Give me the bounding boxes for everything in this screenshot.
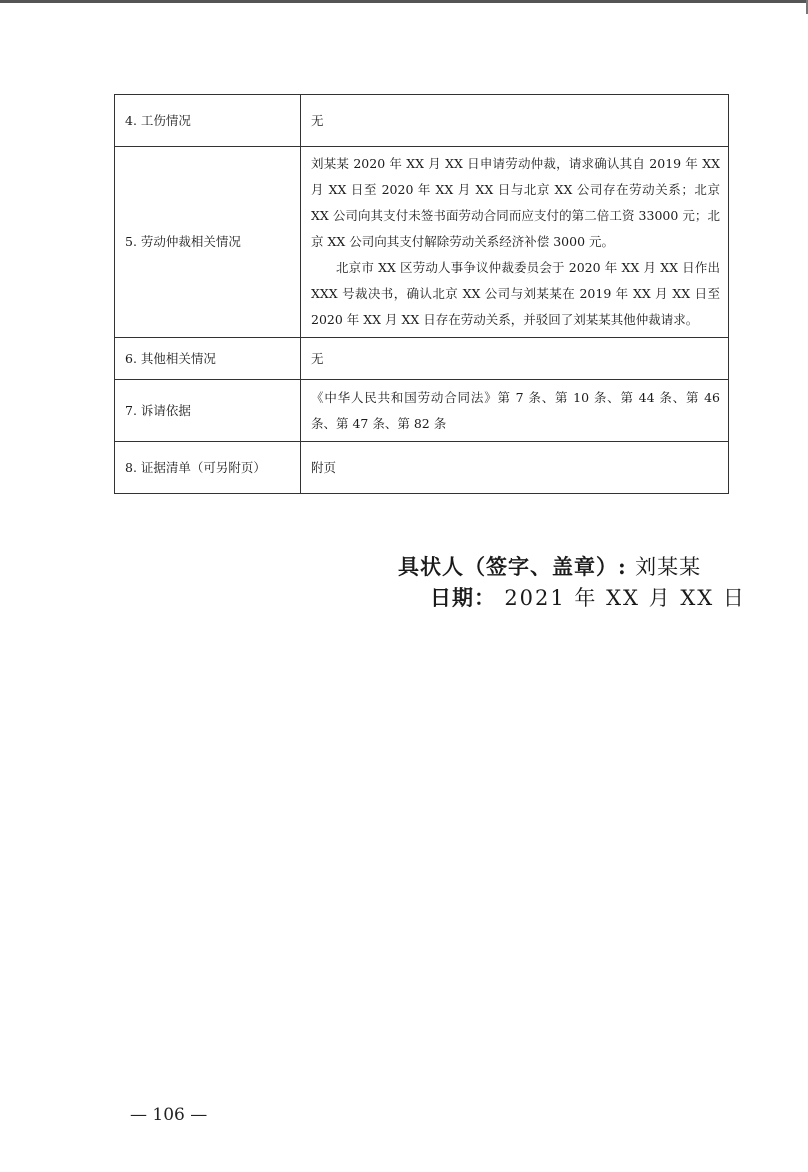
row-content-text: 无: [311, 112, 324, 128]
table-row: [115, 338, 729, 380]
row-content: [301, 338, 729, 380]
row-label: 4. 工伤情况: [115, 95, 301, 147]
signature-line: [398, 552, 701, 582]
row-content: [301, 147, 729, 338]
row-content-text: 附页: [311, 459, 337, 475]
row-content-paragraph: 刘某某 2020 年 XX 月 XX 日申请劳动仲裁，请求确认其自 2019 年 XX 月 XX 日至 2020 年 XX 月 XX 日与北京 XX 公司存在劳动关系；北京 XX 公司向其支付未签书面劳动合同而应支付的第二倍工资 33000 元；北京 XX 公司向其支付解除劳动关系经济补偿 3000 元。: [311, 156, 720, 249]
row-label: 8. 证据清单（可另附页）: [115, 442, 301, 494]
page-number: — 106 —: [130, 1105, 208, 1125]
table-row: [115, 147, 729, 338]
row-label: 7. 诉请依据: [115, 380, 301, 442]
table-row: [115, 380, 729, 442]
row-content: [301, 442, 729, 494]
date-value: 2021 年 XX 月 XX 日: [504, 586, 746, 610]
table-row: [115, 442, 729, 494]
row-content-paragraph: 北京市 XX 区劳动人事争议仲裁委员会于 2020 年 XX 月 XX 日作出 XXX 号裁决书，确认北京 XX 公司与刘某某在 2019 年 XX 月 XX 日至 2020 年 XX 月 XX 日存在劳动关系，并驳回了刘某某其他仲裁请求。: [311, 260, 720, 327]
row-content: [301, 380, 729, 442]
row-content-text: 无: [311, 350, 324, 366]
row-label: 5. 劳动仲裁相关情况: [115, 147, 301, 338]
table-row: [115, 95, 729, 147]
scan-top-edge: [0, 0, 808, 3]
date-line: [430, 583, 746, 613]
complaint-form-table: [114, 94, 729, 494]
date-label: 日期：: [430, 585, 496, 610]
row-label: 6. 其他相关情况: [115, 338, 301, 380]
row-content-text: 《中华人民共和国劳动合同法》第 7 条、第 10 条、第 44 条、第 46 条、第 47 条、第 82 条: [311, 389, 720, 431]
signature-value: 刘某某: [635, 555, 702, 579]
signature-label: 具状人（签字、盖章）:: [398, 554, 627, 579]
row-content: [301, 95, 729, 147]
